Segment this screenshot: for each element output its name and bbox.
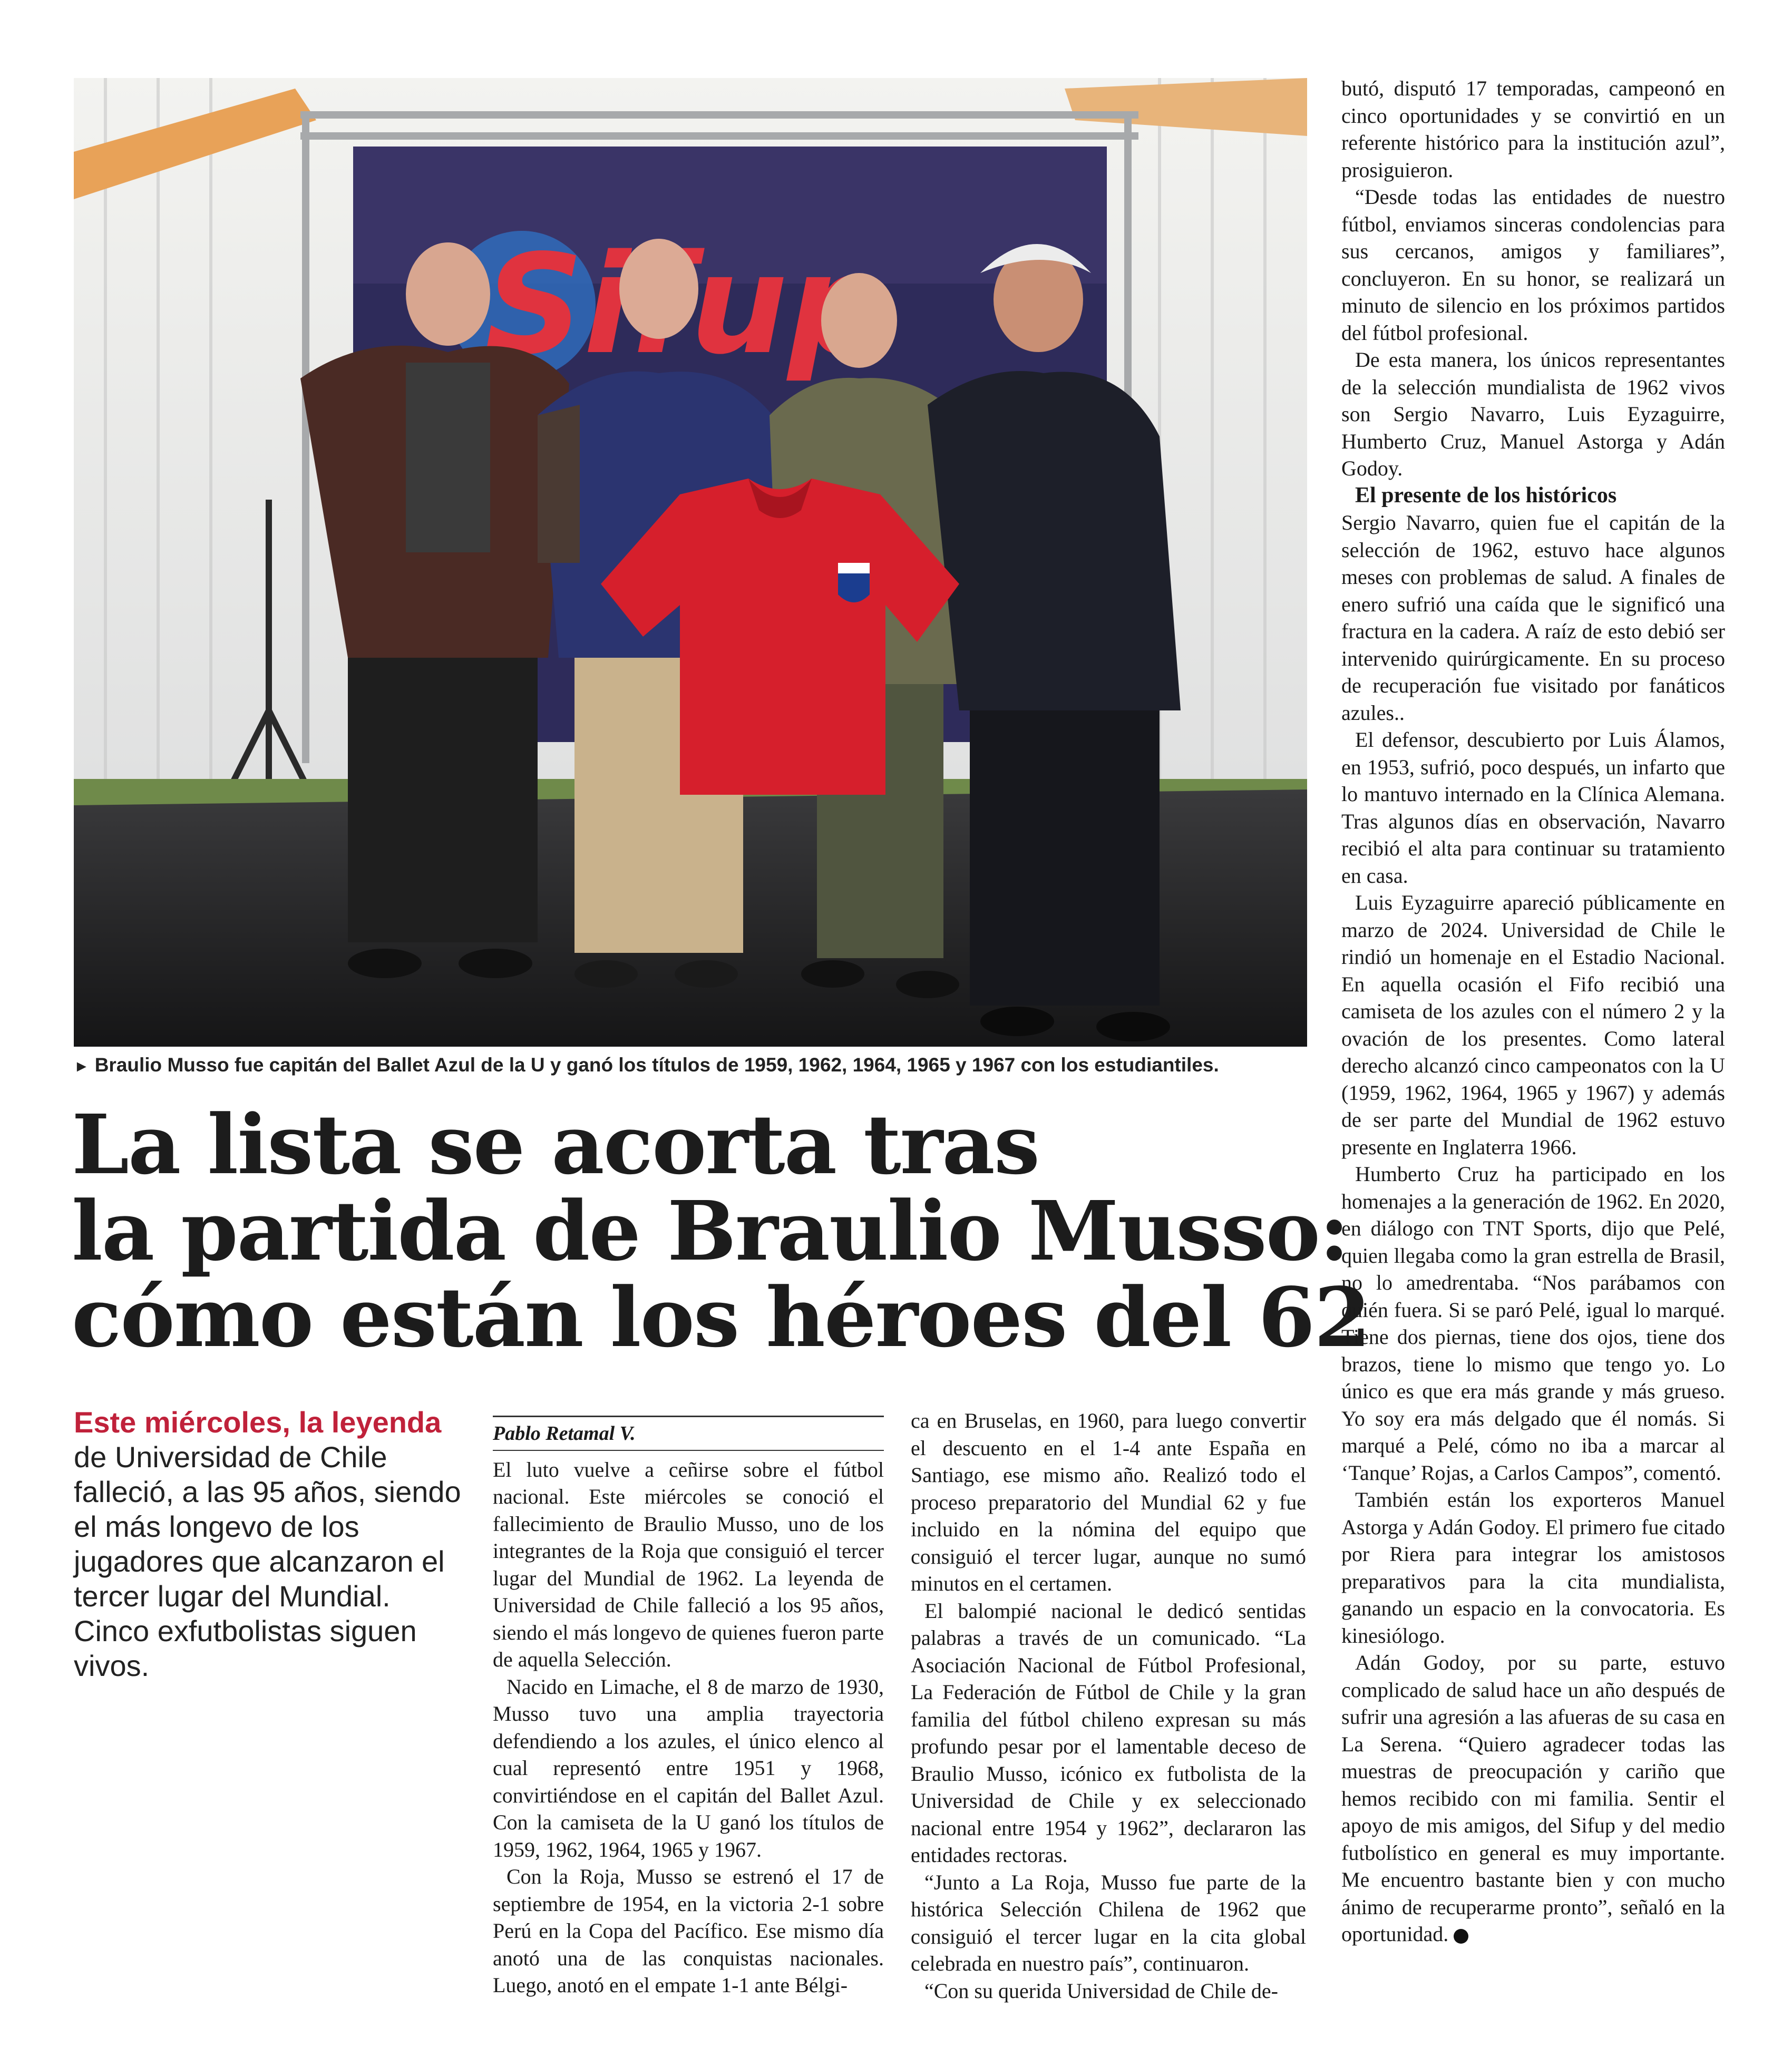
headline [72,1096,1370,1366]
paragraph: También están los exporteros Manuel Astorga y Adán Godoy. El primero fue citado por Riera para integrar los amistosos preparativos para la cita mundialista, ganando un espacio en la convocatoria. Es kinesiólogo. [1341,1488,1725,1647]
paragraph: ca en Bruselas, en 1960, para luego convertir el descuento en el 1-4 ante España en Santiago, ese mismo año. Realizó todo el proceso preparatorio del Mundial 62 y fue incluido en la nómina del equipo que consiguió el tercer lugar, aunque no sumó minutos en el certamen. [911,1409,1306,1595]
end-mark-icon [1454,1929,1468,1944]
paragraph: De esta manera, los únicos representantes de la selección mundialista de 1962 vivos son Sergio Navarro, Luis Eyzaguirre, Humberto Cruz, Manuel Astorga y Adán Godoy. [1341,348,1725,480]
paragraph: Sergio Navarro, quien fue el capitán de la selección de 1962, estuvo hace algunos meses con problemas de salud. A finales de enero sufrió una caída que le significó una fractura en la cadera. A raíz de esto debió ser intervenido quirúrgicamente. En su proceso de recuperación fue visitado por fanáticos azules.. [1341,511,1725,725]
paragraph: Con la Roja, Musso se estrenó el 17 de septiembre de 1954, en la victoria 2-1 sobre Perú en la Copa del Pacífico. Ese mismo día anotó una de las conquistas nacionales. Luego, anotó en el empate 1-1 ante Bélgi- [493,1865,884,1997]
headline-line-1: La lista se acorta tras [72,1096,1039,1193]
paragraph: El luto vuelve a ceñirse sobre el fútbol nacional. Este miércoles se conoció el fallecimiento de Braulio Musso, uno de los integrantes de la Roja que consiguió el tercer lugar del Mundial de 1962. La leyenda de Universidad de Chile falleció a los 95 años, siendo el más longevo de quienes fueron parte de aquella Selección. [493,1457,884,1671]
article-photo [74,78,1307,1047]
headline-line-2: la partida de Braulio Musso: [72,1183,1349,1279]
article-column-2 [493,1416,884,1999]
headline-line-3: cómo están los héroes del 62 [72,1269,1370,1366]
paragraph: Nacido en Limache, el 8 de marzo de 1930, Musso tuvo una amplia trayectoria defendiendo a los azules, el único elenco al cual representó entre 1951 y 1968, convirtiéndose en el capitán del Ballet Azul. Con la camiseta de la U ganó los títulos de 1959, 1962, 1964, 1965 y 1967. [493,1674,884,1861]
paragraph: Humberto Cruz ha participado en los homenajes a la generación de 1962. En 2020, en diálogo con TNT Sports, dijo que Pelé, quien llegaba como la gran estrella de Brasil, no lo amedrentaba. “Nos parábamos con quién fuera. Si se paró Pelé, igual lo marqué. Tiene dos piernas, tiene dos ojos, tiene dos brazos, tiene lo mismo que tengo yo. Lo único es que era más grande y más grueso. Yo soy era más delgado que él nomás. Si marqué a Pelé, cómo no iba a marcar al ‘Tanque’ Rojas, a Carlos Campos”, comentó. [1341,1162,1725,1485]
paragraph: “Con su querida Universidad de Chile de- [924,1978,1278,2003]
article-column-4 [1341,75,1725,1948]
paragraph: “Junto a La Roja, Musso fue parte de la histórica Selección Chilena de 1962 que consiguió el tercer lugar en la cita global celebrada en nuestro país”, continuaron. [911,1870,1306,1975]
paragraph: El balompié nacional le dedicó sentidas palabras a través de un comunicado. “La Asociación Nacional de Fútbol Profesional, La Federación de Fútbol de Chile y la gran familia del fútbol chileno expresan su más profundo pesar por el lamentable deceso de Braulio Musso, icónico ex futbolista de la Universidad de Chile y ex seleccionado nacional entre 1954 y 1962”, declararon las entidades rectoras. [911,1598,1306,1867]
lead-highlight: Este miércoles, la leyenda [74,1406,442,1439]
lead-text: de Universidad de Chile falleció, a las 95 años, siendo el más longevo de los jugadores que alcanzaron el tercer lugar del Mundial. Cinco exfutbolistas siguen vivos. [74,1440,461,1682]
paragraph: “Desde todas las entidades de nuestro fútbol, enviamos sinceras condolencias para sus cercanos, amigos y familiares”, concluyeron. En su honor, se realizará un minuto de silencio en los próximos partidos del fútbol profesional. [1341,185,1725,345]
paragraph-text: Adán Godoy, por su parte, estuvo complicado de salud hace un año después de sufrir una agresión a las afueras de su casa en La Serena. “Quiero agradecer todas las muestras de preocupación y cariño que hemos recibido con mi familia. Sentir el apoyo de mis amigos, del Sifup y del medio futbolístico en general es muy importante. Me encuentro bastante bien y con mucho ánimo de recuperarme pronto”, señaló en la oportunidad. [1341,1651,1725,1946]
paragraph: butó, disputó 17 temporadas, campeonó en cinco oportunidades y se convirtió en un referente histórico para la institución azul”, prosiguieron. [1341,76,1725,182]
photo-caption [74,1054,1307,1076]
byline: Pablo Retamal V. [493,1416,884,1451]
caption-arrow-icon: ► [74,1058,90,1075]
caption-text: Braulio Musso fue capitán del Ballet Azul de la U y ganó los títulos de 1959, 1962, 1964, 1965 y 1967 con los estudiantiles. [94,1054,1219,1076]
lead-paragraph [74,1405,464,1683]
article-column-3 [911,1407,1306,2004]
paragraph: El defensor, descubierto por Luis Álamos, en 1953, sufrió, poco después, un infarto que lo mantuvo internado en la Clínica Alemana. Tras algunos días en observación, Navarro recibió el alta para continuar su tratamiento en casa. [1341,728,1725,888]
section-subhead: El presente de los históricos [1355,483,1617,508]
paragraph [1341,1649,1725,1948]
paragraph: Luis Eyzaguirre apareció públicamente en marzo de 2024. Universidad de Chile le rindió un homenaje en el Estadio Nacional. En aquella ocasión el Fifo recibió una camiseta de los azules con el número 2 y la ovación de los presentes. Como lateral derecho alcanzó cinco campeonatos con la U (1959, 1962, 1964, 1965 y 1967) y además de ser parte del Mundial de 1962 estuvo presente en Inglaterra 1966. [1341,891,1725,1159]
photo-illustration [74,78,1307,1047]
